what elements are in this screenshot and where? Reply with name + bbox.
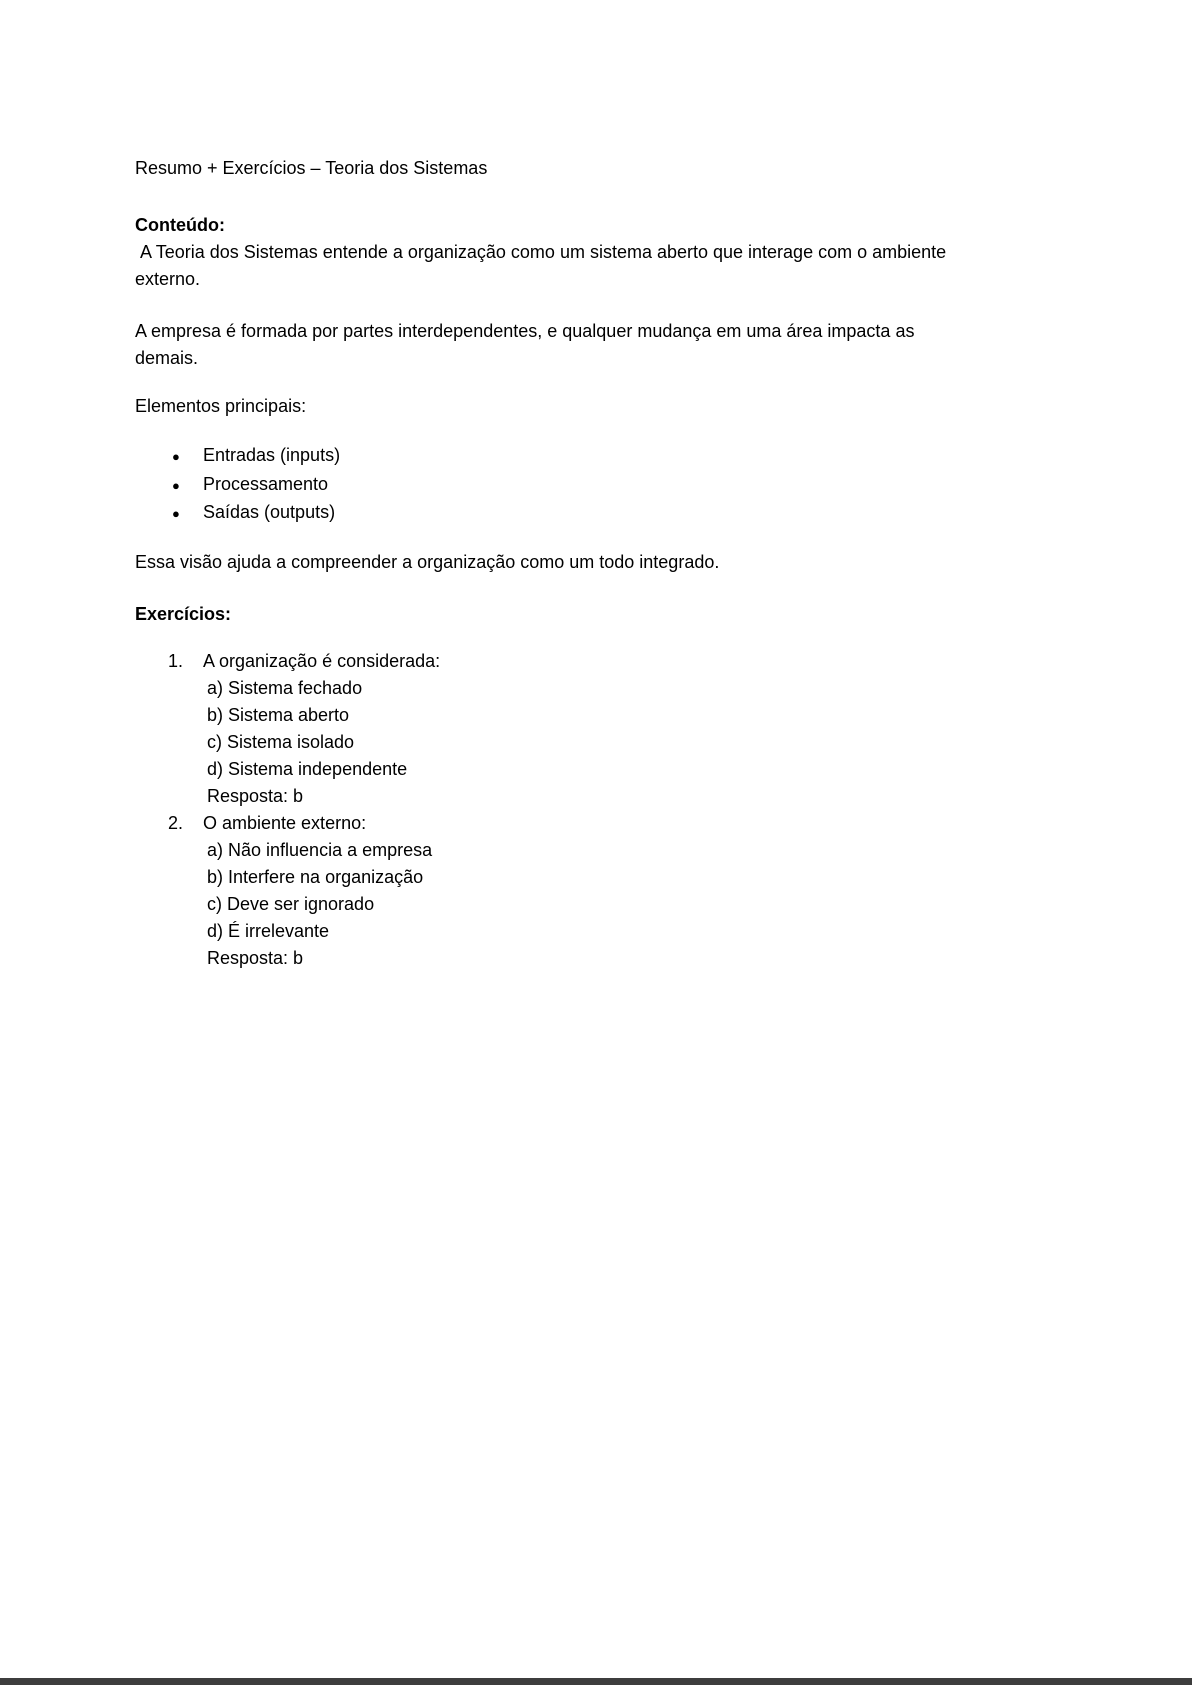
exercise-option: d) Sistema independente	[207, 758, 408, 779]
exercise-options	[168, 837, 973, 972]
elementos-list	[135, 442, 973, 528]
exercise-option: a) Sistema fechado	[207, 677, 363, 698]
exercise-question: O ambiente externo:	[203, 812, 367, 833]
exercise-answer: Resposta: b	[207, 947, 304, 968]
exercise-number: 1.	[168, 650, 184, 671]
list-item: ● Saídas (outputs)	[172, 499, 973, 528]
paragraph-empresa: A empresa é formada por partes interdependentes, e qualquer mudança em uma área impacta as demais.	[135, 321, 920, 368]
conteudo-heading: Conteúdo:	[135, 215, 225, 235]
exercise-option: b) Sistema aberto	[207, 704, 350, 725]
exercise-item	[135, 810, 973, 972]
elementos-label: Elementos principais:	[135, 396, 307, 416]
document-title: Resumo + Exercícios – Teoria dos Sistemas	[135, 158, 488, 178]
exercise-item	[135, 648, 973, 810]
exercise-option: c) Deve ser ignorado	[207, 893, 375, 914]
exercise-option: b) Interfere na organização	[207, 866, 424, 887]
exercise-option: a) Não influencia a empresa	[207, 839, 433, 860]
list-item: ● Entradas (inputs)	[172, 442, 973, 471]
exercise-question-row	[168, 648, 973, 675]
paragraph-visao: Essa visão ajuda a compreender a organização como um todo integrado.	[135, 551, 720, 572]
exercise-option: d) É irrelevante	[207, 920, 330, 941]
exercise-question: A organização é considerada:	[203, 650, 441, 671]
document-content	[135, 155, 973, 972]
paragraph-intro: A Teoria dos Sistemas entende a organização como um sistema aberto que interage com o ambiente externo.	[135, 242, 952, 289]
exercise-list	[135, 648, 973, 972]
exercicios-heading: Exercícios:	[135, 603, 232, 624]
exercise-option: c) Sistema isolado	[207, 731, 355, 752]
exercise-question-row	[168, 810, 973, 837]
exercise-answer: Resposta: b	[207, 785, 304, 806]
list-item: ● Processamento	[172, 471, 973, 500]
exercise-options	[168, 675, 973, 810]
exercise-number: 2.	[168, 812, 184, 833]
page-boundary-line	[0, 1678, 1192, 1685]
